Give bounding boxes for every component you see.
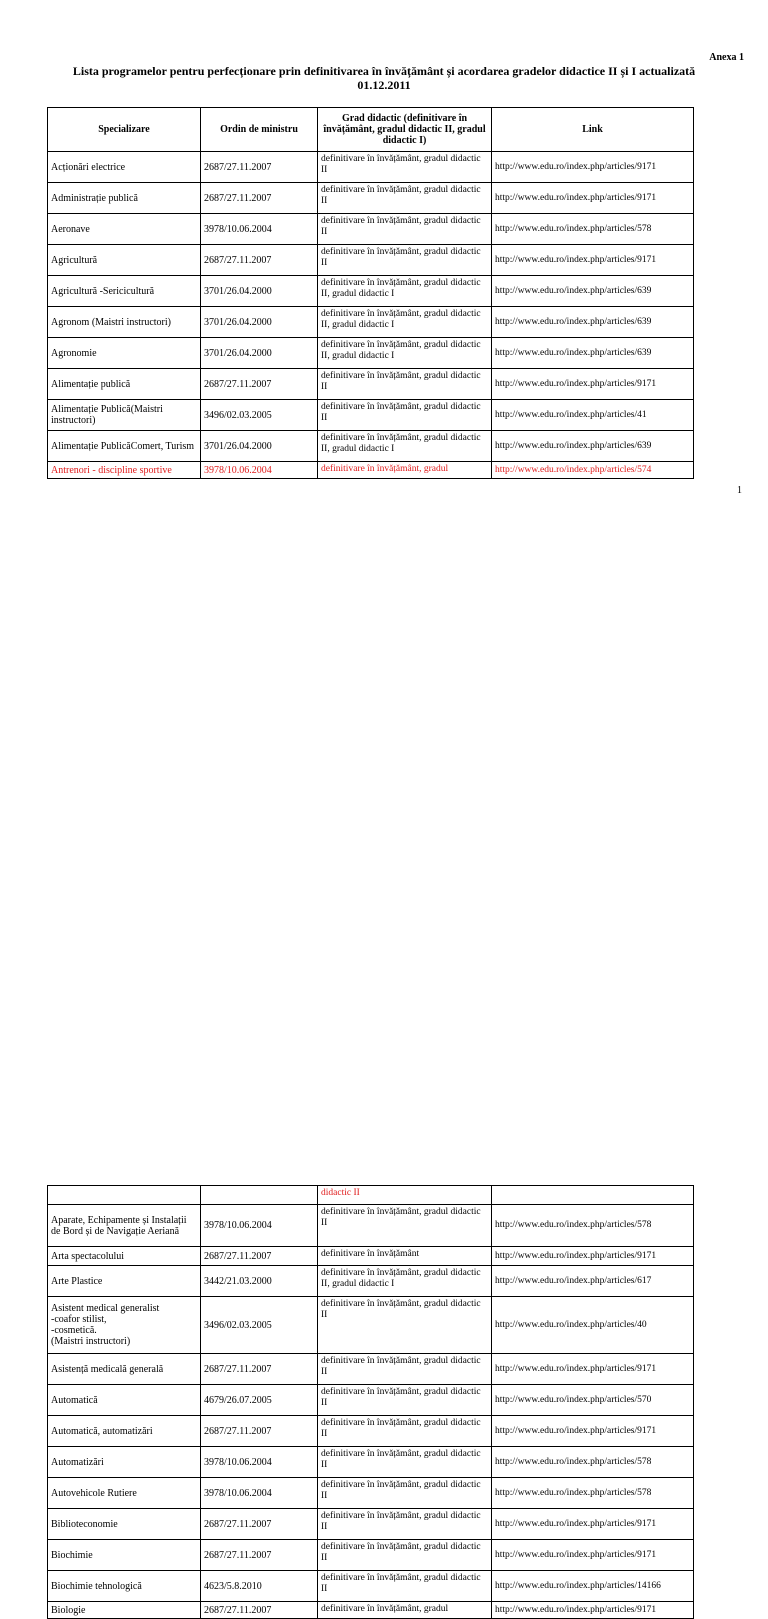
cell-grad-text: definitivare în învățământ, gradul didactic II [321, 154, 481, 175]
cell-ordin-text: 3701/26.04.2000 [204, 440, 272, 452]
table-row [48, 1602, 694, 1619]
cell-link[interactable] [492, 276, 694, 307]
cell-link-text[interactable]: http://www.edu.ro/index.php/articles/40 [495, 1319, 647, 1330]
cell-specializare-text: Automatică, automatizări [51, 1425, 153, 1437]
cell-grad [318, 245, 492, 276]
cell-ordin-text: 3978/10.06.2004 [204, 464, 272, 476]
cell-grad-text: definitivare în învățământ, gradul [321, 1604, 449, 1614]
cell-ordin [201, 1571, 318, 1602]
cell-specializare [48, 431, 201, 462]
cell-ordin [201, 276, 318, 307]
cell-grad-text: definitivare în învățământ, gradul didactic II [321, 371, 481, 392]
cell-grad-text: definitivare în învățământ, gradul didactic II, gradul didactic I [321, 309, 481, 330]
cell-link[interactable] [492, 245, 694, 276]
cell-specializare-text: Agricultură [51, 254, 98, 266]
cell-ordin-text: 3496/02.03.2005 [204, 409, 272, 421]
cell-grad-text: definitivare în învățământ, gradul [321, 464, 449, 474]
cell-specializare [48, 1478, 201, 1509]
cell-link-text[interactable]: http://www.edu.ro/index.php/articles/578 [495, 1487, 652, 1498]
table-row [48, 307, 694, 338]
cell-link[interactable] [492, 1205, 694, 1247]
cell-link[interactable] [492, 462, 694, 479]
cell-specializare [48, 1186, 201, 1205]
cell-grad-text: definitivare în învățământ, gradul didactic II [321, 1511, 481, 1532]
cell-grad-text: definitivare în învățământ, gradul didactic II [321, 402, 481, 423]
table-row [48, 1447, 694, 1478]
cell-ordin-text: 3701/26.04.2000 [204, 285, 272, 297]
cell-ordin-text: 3701/26.04.2000 [204, 316, 272, 328]
cell-specializare-text: Arta spectacolului [51, 1250, 125, 1262]
cell-ordin-text: 2687/27.11.2007 [204, 1604, 272, 1616]
cell-specializare-text: Automatizări [51, 1456, 104, 1468]
table-header-row [48, 108, 694, 152]
cell-ordin-text: 4679/26.07.2005 [204, 1394, 272, 1406]
cell-ordin-text: 4623/5.8.2010 [204, 1580, 262, 1592]
cell-grad-text: definitivare în învățământ [321, 1249, 420, 1259]
cell-specializare-text: Automatică [51, 1394, 98, 1406]
cell-specializare-text: Agronom (Maistri instructori) [51, 316, 171, 328]
cell-specializare [48, 307, 201, 338]
cell-grad [318, 1186, 492, 1205]
table-row [48, 1478, 694, 1509]
cell-specializare [48, 1266, 201, 1297]
cell-specializare [48, 1354, 201, 1385]
cell-ordin [201, 1186, 318, 1205]
table-row [48, 276, 694, 307]
cell-grad [318, 214, 492, 245]
cell-specializare-text: Biochimie [51, 1549, 93, 1561]
cell-grad-text: didactic II [321, 1188, 360, 1198]
cell-grad [318, 400, 492, 431]
cell-grad-text: definitivare în învățământ, gradul didactic II [321, 185, 481, 206]
cell-grad [318, 152, 492, 183]
cell-ordin [201, 183, 318, 214]
table-row [48, 369, 694, 400]
cell-link[interactable] [492, 307, 694, 338]
cell-specializare [48, 338, 201, 369]
cell-specializare-text: Antrenori - discipline sportive [51, 464, 172, 476]
cell-specializare [48, 245, 201, 276]
cell-specializare-text: Alimentație publică [51, 378, 131, 390]
cell-link[interactable] [492, 1540, 694, 1571]
cell-specializare-text: Asistent medical generalist -coafor stilist, -cosmetică. (Maistri instructori) [51, 1303, 160, 1347]
cell-ordin [201, 1354, 318, 1385]
table-row [48, 400, 694, 431]
cell-link[interactable] [492, 338, 694, 369]
cell-ordin-text: 3978/10.06.2004 [204, 1487, 272, 1499]
cell-specializare-text: Aeronave [51, 223, 90, 235]
cell-grad [318, 1416, 492, 1447]
cell-link[interactable] [492, 1571, 694, 1602]
cell-grad-text: definitivare în învățământ, gradul didactic II [321, 1207, 481, 1228]
table-row [48, 462, 694, 479]
cell-link[interactable] [492, 400, 694, 431]
cell-grad [318, 1540, 492, 1571]
cell-link-text[interactable]: http://www.edu.ro/index.php/articles/9171 [495, 161, 657, 172]
cell-specializare [48, 1540, 201, 1571]
cell-ordin-text: 2687/27.11.2007 [204, 192, 272, 204]
cell-ordin-text: 3978/10.06.2004 [204, 1456, 272, 1468]
cell-ordin [201, 462, 318, 479]
cell-link-text[interactable]: http://www.edu.ro/index.php/articles/9171 [495, 1425, 657, 1436]
table-row [48, 1416, 694, 1447]
header-link: Link [492, 108, 694, 152]
cell-grad-text: definitivare în învățământ, gradul didactic II [321, 1449, 481, 1470]
cell-specializare-text: Alimentație PublicăComert, Turism [51, 440, 195, 452]
cell-ordin [201, 1205, 318, 1247]
cell-grad [318, 183, 492, 214]
document-page-2 [0, 592, 768, 1616]
document-title: Lista programelor pentru perfecționare prin definitivarea în învățământ și acordarea gradelor didactice II și I actualizată 01.12.2011 [72, 64, 696, 92]
table-row [48, 1266, 694, 1297]
cell-link-text[interactable]: http://www.edu.ro/index.php/articles/9171 [495, 1518, 657, 1529]
cell-grad [318, 1447, 492, 1478]
page-number: 1 [737, 485, 742, 496]
cell-link[interactable] [492, 1354, 694, 1385]
cell-link-text[interactable]: http://www.edu.ro/index.php/articles/639 [495, 316, 652, 327]
table-row [48, 1186, 694, 1205]
cell-grad [318, 276, 492, 307]
cell-ordin-text: 2687/27.11.2007 [204, 1363, 272, 1375]
cell-grad [318, 1205, 492, 1247]
cell-link[interactable] [492, 1416, 694, 1447]
cell-ordin-text: 3978/10.06.2004 [204, 223, 272, 235]
table-row [48, 183, 694, 214]
cell-grad-text: definitivare în învățământ, gradul didactic II, gradul didactic I [321, 433, 481, 454]
cell-specializare [48, 1571, 201, 1602]
cell-grad [318, 338, 492, 369]
cell-specializare [48, 214, 201, 245]
cell-ordin-text: 2687/27.11.2007 [204, 378, 272, 390]
table-row [48, 1385, 694, 1416]
cell-grad [318, 1354, 492, 1385]
cell-link[interactable] [492, 1602, 694, 1619]
table-row [48, 214, 694, 245]
cell-ordin [201, 1540, 318, 1571]
cell-specializare [48, 462, 201, 479]
cell-ordin-text: 2687/27.11.2007 [204, 254, 272, 266]
cell-link-text[interactable]: http://www.edu.ro/index.php/articles/617 [495, 1275, 652, 1286]
header-specializare: Specializare [48, 108, 201, 152]
cell-ordin [201, 307, 318, 338]
cell-grad [318, 462, 492, 479]
table-row [48, 245, 694, 276]
cell-link-text[interactable]: http://www.edu.ro/index.php/articles/9171 [495, 1549, 657, 1560]
cell-link[interactable] [492, 152, 694, 183]
cell-link[interactable] [492, 1247, 694, 1266]
cell-specializare-text: Biologie [51, 1604, 86, 1616]
cell-grad [318, 1571, 492, 1602]
cell-ordin [201, 1602, 318, 1619]
cell-link-text[interactable]: http://www.edu.ro/index.php/articles/9171 [495, 254, 657, 265]
cell-grad [318, 1247, 492, 1266]
cell-link-text[interactable]: http://www.edu.ro/index.php/articles/578 [495, 1456, 652, 1467]
cell-grad-text: definitivare în învățământ, gradul didactic II [321, 1418, 481, 1439]
cell-link[interactable] [492, 183, 694, 214]
table-row [48, 1247, 694, 1266]
cell-grad-text: definitivare în învățământ, gradul didactic II [321, 216, 481, 237]
cell-grad-text: definitivare în învățământ, gradul didactic II [321, 1387, 481, 1408]
programs-table-page-2 [47, 1185, 694, 1619]
cell-specializare-text: Biochimie tehnologică [51, 1580, 142, 1592]
cell-specializare [48, 1297, 201, 1354]
cell-ordin-text: 3978/10.06.2004 [204, 1220, 272, 1231]
cell-ordin [201, 1297, 318, 1354]
cell-ordin-text: 2687/27.11.2007 [204, 161, 272, 173]
cell-link-text[interactable]: http://www.edu.ro/index.php/articles/639 [495, 440, 652, 451]
cell-specializare-text: Agronomie [51, 347, 97, 359]
annex-label: Anexa 1 [709, 52, 744, 63]
cell-specializare-text: Acționări electrice [51, 161, 126, 173]
cell-specializare-text: Autovehicole Rutiere [51, 1487, 137, 1499]
cell-grad-text: definitivare în învățământ, gradul didactic II [321, 1542, 481, 1563]
cell-ordin [201, 369, 318, 400]
cell-specializare-text: Aparate, Echipamente și Instalații de Bord și de Navigație Aeriană [51, 1214, 187, 1237]
table-row [48, 1540, 694, 1571]
cell-link[interactable] [492, 1447, 694, 1478]
cell-ordin [201, 1247, 318, 1266]
cell-link-text[interactable]: http://www.edu.ro/index.php/articles/578 [495, 1220, 652, 1230]
table-row [48, 1571, 694, 1602]
cell-grad [318, 431, 492, 462]
cell-link[interactable] [492, 1297, 694, 1354]
cell-link[interactable] [492, 1266, 694, 1297]
cell-grad [318, 1385, 492, 1416]
cell-specializare [48, 1247, 201, 1266]
cell-link-text[interactable]: http://www.edu.ro/index.php/articles/9171 [495, 378, 657, 389]
cell-specializare [48, 400, 201, 431]
cell-link[interactable] [492, 369, 694, 400]
cell-specializare-text: Agricultură -Sericicultură [51, 285, 155, 297]
cell-ordin-text: 2687/27.11.2007 [204, 1250, 272, 1262]
cell-specializare-text: Alimentație Publică(Maistri instructori) [51, 404, 163, 426]
cell-link[interactable] [492, 214, 694, 245]
cell-link-text[interactable]: http://www.edu.ro/index.php/articles/9171 [495, 1604, 657, 1615]
cell-link-text[interactable]: http://www.edu.ro/index.php/articles/639 [495, 347, 652, 358]
page-separator [0, 508, 768, 592]
cell-ordin [201, 214, 318, 245]
table-row [48, 431, 694, 462]
cell-ordin [201, 152, 318, 183]
cell-ordin-text: 2687/27.11.2007 [204, 1425, 272, 1437]
cell-link-text[interactable]: http://www.edu.ro/index.php/articles/574 [495, 464, 652, 475]
cell-ordin [201, 1447, 318, 1478]
cell-specializare [48, 1602, 201, 1619]
cell-link-text[interactable]: http://www.edu.ro/index.php/articles/41 [495, 409, 647, 420]
cell-specializare [48, 152, 201, 183]
cell-link-text[interactable]: http://www.edu.ro/index.php/articles/9171 [495, 192, 657, 203]
cell-link[interactable] [492, 1385, 694, 1416]
cell-grad-text: definitivare în învățământ, gradul didactic II [321, 1356, 481, 1377]
cell-link-text[interactable]: http://www.edu.ro/index.php/articles/9171 [495, 1363, 657, 1374]
cell-grad [318, 1297, 492, 1354]
cell-specializare [48, 1509, 201, 1540]
cell-specializare [48, 369, 201, 400]
cell-link[interactable] [492, 1509, 694, 1540]
cell-ordin-text: 3442/21.03.2000 [204, 1275, 272, 1287]
cell-link-text[interactable]: http://www.edu.ro/index.php/articles/639 [495, 285, 652, 296]
table-row [48, 1297, 694, 1354]
cell-ordin [201, 400, 318, 431]
cell-specializare [48, 183, 201, 214]
cell-ordin-text: 3496/02.03.2005 [204, 1319, 272, 1331]
cell-grad [318, 1509, 492, 1540]
cell-ordin [201, 431, 318, 462]
cell-specializare-text: Arte Plastice [51, 1275, 103, 1287]
programs-table-page-1 [47, 107, 694, 479]
cell-specializare [48, 276, 201, 307]
cell-link[interactable] [492, 1186, 694, 1205]
cell-grad-text: definitivare în învățământ, gradul didactic II, gradul didactic I [321, 1268, 481, 1289]
cell-ordin [201, 1509, 318, 1540]
cell-link[interactable] [492, 1478, 694, 1509]
cell-grad [318, 1266, 492, 1297]
cell-specializare [48, 1416, 201, 1447]
cell-specializare [48, 1385, 201, 1416]
cell-grad [318, 1478, 492, 1509]
cell-grad-text: definitivare în învățământ, gradul didactic II [321, 1299, 481, 1320]
cell-grad [318, 307, 492, 338]
cell-ordin [201, 1478, 318, 1509]
document-page-1 [0, 0, 768, 508]
cell-ordin-text: 2687/27.11.2007 [204, 1549, 272, 1561]
cell-ordin [201, 245, 318, 276]
cell-grad-text: definitivare în învățământ, gradul didactic II, gradul didactic I [321, 278, 481, 299]
cell-ordin [201, 338, 318, 369]
cell-grad-text: definitivare în învățământ, gradul didactic II [321, 1573, 481, 1594]
cell-ordin-text: 2687/27.11.2007 [204, 1518, 272, 1530]
cell-grad-text: definitivare în învățământ, gradul didactic II, gradul didactic I [321, 340, 481, 361]
cell-grad [318, 1602, 492, 1619]
table-row [48, 338, 694, 369]
cell-specializare-text: Biblioteconomie [51, 1518, 118, 1530]
cell-link-text[interactable]: http://www.edu.ro/index.php/articles/570 [495, 1394, 652, 1405]
cell-link-text[interactable]: http://www.edu.ro/index.php/articles/578 [495, 223, 652, 234]
header-ordin: Ordin de ministru [201, 108, 318, 152]
cell-grad [318, 369, 492, 400]
table-row [48, 1205, 694, 1247]
cell-link-text[interactable]: http://www.edu.ro/index.php/articles/9171 [495, 1250, 657, 1261]
cell-ordin [201, 1266, 318, 1297]
cell-grad-text: definitivare în învățământ, gradul didactic II [321, 1480, 481, 1501]
cell-ordin [201, 1416, 318, 1447]
table-row [48, 152, 694, 183]
cell-grad-text: definitivare în învățământ, gradul didactic II [321, 247, 481, 268]
cell-specializare-text: Administrație publică [51, 192, 138, 204]
cell-specializare-text: Asistență medicală generală [51, 1363, 164, 1375]
table-row [48, 1354, 694, 1385]
cell-specializare [48, 1205, 201, 1247]
cell-specializare [48, 1447, 201, 1478]
cell-link[interactable] [492, 431, 694, 462]
cell-link-text[interactable]: http://www.edu.ro/index.php/articles/14166 [495, 1580, 661, 1591]
header-grad: Grad didactic (definitivare în învățământ, gradul didactic II, gradul didactic I) [318, 108, 492, 152]
cell-ordin-text: 3701/26.04.2000 [204, 347, 272, 359]
table-row [48, 1509, 694, 1540]
cell-ordin [201, 1385, 318, 1416]
